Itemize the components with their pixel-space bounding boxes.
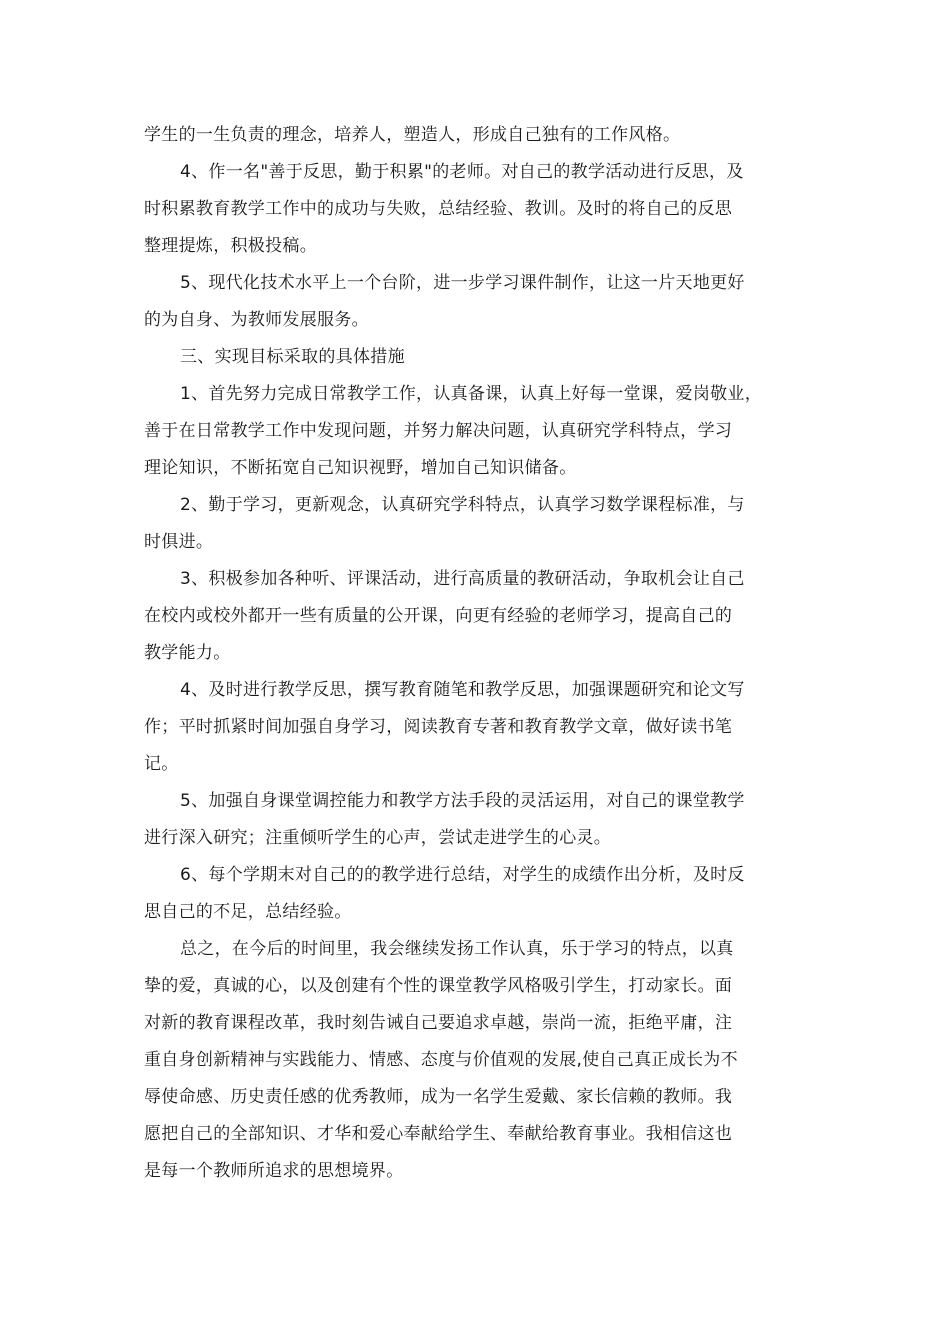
paragraph <box>144 783 812 857</box>
text-line: 总之，在今后的时间里，我会继续发扬工作认真，乐于学习的特点，以真 <box>180 939 734 959</box>
text-line: 挚的爱，真诚的心，以及创建有个性的课堂教学风格吸引学生，打动家长。面 <box>144 976 733 996</box>
paragraph <box>144 117 812 154</box>
paragraph <box>144 154 812 265</box>
paragraph <box>144 857 812 931</box>
text-line: 时积累教育教学工作中的成功与失败，总结经验、教训。及时的将自己的反思 <box>144 199 733 219</box>
text-line: 愿把自己的全部知识、才华和爱心奉献给学生、奉献给教育事业。我相信这也 <box>144 1124 733 1144</box>
text-line: 4、作一名"善于反思，勤于积累"的老师。对自己的教学活动进行反思，及 <box>180 162 744 182</box>
text-line: 对新的教育课程改革，我时刻告诫自己要追求卓越，崇尚一流，拒绝平庸，注 <box>144 1013 733 1033</box>
text-line: 4、及时进行教学反思，撰写教育随笔和教学反思，加强课题研究和论文写 <box>180 680 745 700</box>
text-line: 作；平时抓紧时间加强自身学习，阅读教育专著和教育教学文章，做好读书笔 <box>144 717 733 737</box>
text-line: 3、积极参加各种听、评课活动，进行高质量的教研活动，争取机会让自己 <box>180 569 745 589</box>
text-line: 理论知识，不断拓宽自己知识视野，增加自己知识储备。 <box>144 458 577 478</box>
text-line: 学生的一生负责的理念，培养人，塑造人，形成自己独有的工作风格。 <box>144 125 681 145</box>
text-line: 是每一个教师所追求的思想境界。 <box>144 1161 404 1181</box>
paragraph <box>144 376 812 487</box>
text-line: 重自身创新精神与实践能力、情感、态度与价值观的发展,使自己真正成长为不 <box>144 1050 738 1070</box>
text-line: 2、勤于学习，更新观念，认真研究学科特点，认真学习数学课程标准，与 <box>180 495 745 515</box>
text-line: 的为自身、为教师发展服务。 <box>144 310 369 330</box>
text-line: 时俱进。 <box>144 532 214 552</box>
text-line: 三、实现目标采取的具体措施 <box>180 347 405 367</box>
text-line: 整理提炼，积极投稿。 <box>144 236 317 256</box>
text-line: 思自己的不足，总结经验。 <box>144 902 352 922</box>
paragraph <box>144 265 812 339</box>
text-line: 善于在日常教学工作中发现问题，并努力解决问题，认真研究学科特点，学习 <box>144 421 733 441</box>
paragraph <box>144 561 812 672</box>
text-line: 1、首先努力完成日常教学工作，认真备课，认真上好每一堂课，爱岗敬业， <box>180 384 763 404</box>
text-line: 6、每个学期末对自己的的教学进行总结，对学生的成绩作出分析，及时反 <box>180 865 745 885</box>
paragraph <box>144 672 812 783</box>
paragraph <box>144 487 812 561</box>
text-line: 5、现代化技术水平上一个台阶，进一步学习课件制作，让这一片天地更好 <box>180 273 745 293</box>
text-line: 辱使命感、历史责任感的优秀教师，成为一名学生爱戴、家长信赖的教师。我 <box>144 1087 733 1107</box>
text-line: 在校内或校外都开一些有质量的公开课，向更有经验的老师学习，提高自己的 <box>144 606 733 626</box>
paragraph <box>144 339 812 376</box>
text-line: 进行深入研究；注重倾听学生的心声，尝试走进学生的心灵。 <box>144 828 612 848</box>
paragraph <box>144 931 812 1190</box>
text-line: 记。 <box>144 754 179 774</box>
document-body <box>144 117 812 1190</box>
text-line: 教学能力。 <box>144 643 231 663</box>
text-line: 5、加强自身课堂调控能力和教学方法手段的灵活运用，对自己的课堂教学 <box>180 791 745 811</box>
